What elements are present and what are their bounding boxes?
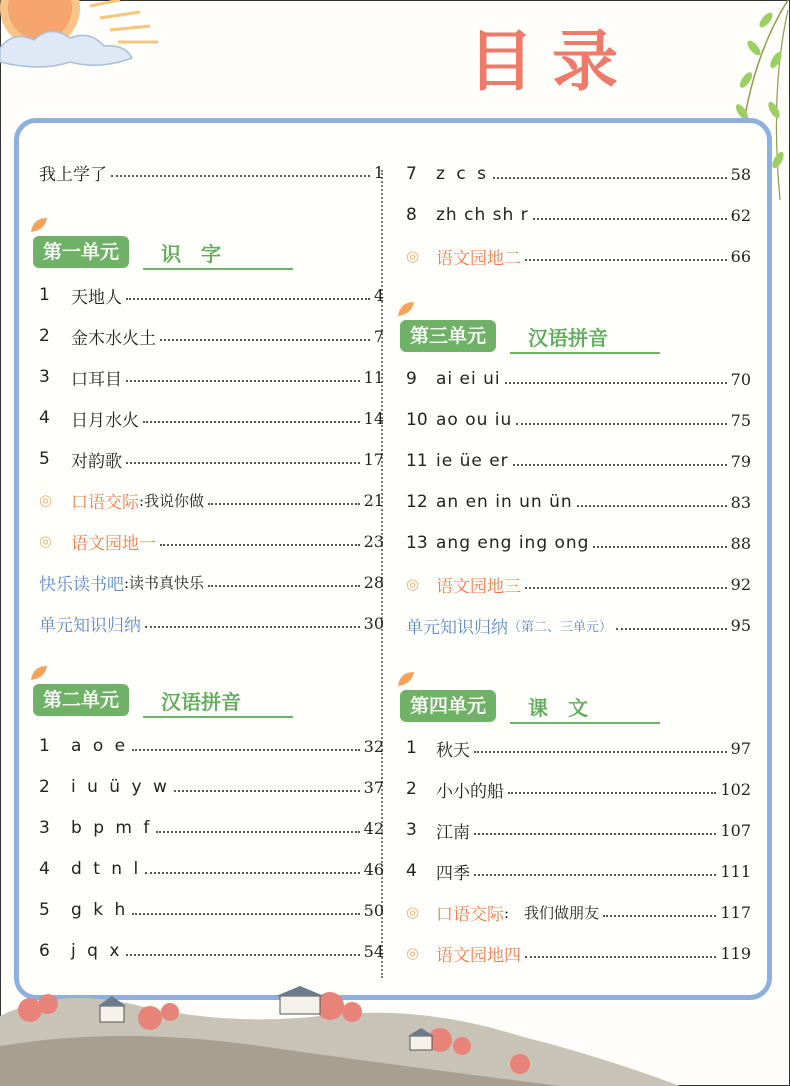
toc-entry[interactable]: 5 g k h 50	[39, 900, 384, 920]
dot-leader	[603, 915, 716, 917]
unit-badge: 第二单元	[33, 684, 129, 716]
toc-entry[interactable]: 3 江南 107	[406, 820, 751, 843]
toc-entry-garden[interactable]: ◎ 语文园地一 23	[39, 531, 384, 554]
unit-heading	[33, 680, 293, 720]
unit-badge: 第三单元	[400, 320, 496, 352]
toc-entry-reading[interactable]: 快乐读书吧 :读书真快乐 28	[39, 572, 384, 595]
toc-entry[interactable]: 9 ai ei ui 70	[406, 369, 751, 389]
dot-leader	[208, 585, 360, 587]
dot-leader	[208, 503, 360, 505]
dot-leader	[533, 218, 727, 220]
toc-entry[interactable]: 8 zh ch sh r 62	[406, 205, 751, 225]
toc-entry[interactable]: 1 秋天 97	[406, 738, 751, 761]
dot-leader	[474, 751, 727, 753]
ring-bullet-icon: ◎	[39, 532, 53, 550]
toc-entry-summary[interactable]: 单元知识归纳 30	[39, 613, 384, 636]
dot-leader	[160, 339, 370, 341]
toc-entry[interactable]: 7 z c s 58	[406, 164, 751, 184]
dot-leader	[145, 626, 360, 628]
unit-heading	[400, 686, 660, 726]
toc-entry[interactable]: 1 天地人 4	[39, 285, 384, 308]
dot-leader	[143, 421, 360, 423]
unit-name: 汉语拼音	[161, 690, 241, 714]
dot-leader	[493, 177, 727, 179]
toc-entry-oral[interactable]: ◎ 口语交际 : 我们做朋友 117	[406, 902, 751, 925]
ring-bullet-icon: ◎	[406, 575, 420, 593]
dot-leader	[126, 298, 370, 300]
toc-entry[interactable]: 10 ao ou iu 75	[406, 410, 751, 430]
dot-leader	[126, 380, 360, 382]
dot-leader	[126, 954, 359, 956]
dot-leader	[516, 423, 726, 425]
leaf-icon	[29, 216, 49, 234]
dot-leader	[145, 872, 359, 874]
dot-leader	[505, 382, 727, 384]
dot-leader	[111, 175, 370, 177]
unit-heading	[400, 316, 660, 356]
dot-leader	[525, 587, 727, 589]
dot-leader	[126, 462, 360, 464]
ring-bullet-icon: ◎	[406, 903, 420, 921]
dot-leader	[156, 831, 359, 833]
ring-bullet-icon: ◎	[406, 247, 420, 265]
dot-leader	[160, 544, 360, 546]
toc-entry[interactable]: 我上学了 1	[39, 162, 384, 185]
unit-heading	[33, 232, 293, 272]
unit-underline	[510, 352, 660, 354]
toc-entry-oral[interactable]: ◎ 口语交际 :我说你做 21	[39, 490, 384, 513]
sun-cloud-illustration	[0, 0, 165, 80]
toc-entry[interactable]: 2 i u ü y w 37	[39, 777, 384, 797]
toc-entry[interactable]: 2 小小的船 102	[406, 779, 751, 802]
toc-entry-garden[interactable]: ◎ 语文园地四 119	[406, 943, 751, 966]
dot-leader	[525, 956, 716, 958]
unit-name: 课 文	[528, 696, 588, 720]
leaf-icon	[396, 670, 416, 688]
toc-entry[interactable]: 4 四季 111	[406, 861, 751, 884]
toc-entry[interactable]: 5 对韵歌 17	[39, 449, 384, 472]
dot-leader	[616, 628, 727, 630]
dot-leader	[513, 464, 727, 466]
ring-bullet-icon: ◎	[39, 491, 53, 509]
toc-entry[interactable]: 3 口耳目 11	[39, 367, 384, 390]
toc-entry-summary[interactable]: 单元知识归纳 （第二、三单元） 95	[406, 615, 751, 638]
leaf-icon	[29, 664, 49, 682]
dot-leader	[508, 792, 716, 794]
page-title: 目录	[468, 23, 636, 100]
toc-entry[interactable]: 11 ie üe er 79	[406, 451, 751, 471]
toc-entry[interactable]: 6 j q x 54	[39, 941, 384, 961]
village-landscape-illustration	[0, 976, 790, 1086]
toc-entry[interactable]: 3 b p m f 42	[39, 818, 384, 838]
toc-entry-garden[interactable]: ◎ 语文园地二 66	[406, 246, 751, 269]
toc-entry[interactable]: 12 an en in un ün 83	[406, 492, 751, 512]
toc-entry[interactable]: 1 a o e 32	[39, 736, 384, 756]
dot-leader	[577, 505, 727, 507]
dot-leader	[132, 913, 359, 915]
toc-entry-garden[interactable]: ◎ 语文园地三 92	[406, 574, 751, 597]
unit-name: 识 字	[161, 242, 221, 266]
unit-name: 汉语拼音	[528, 326, 608, 350]
dot-leader	[132, 749, 360, 751]
toc-entry[interactable]: 4 日月水火 14	[39, 408, 384, 431]
unit-badge: 第一单元	[33, 236, 129, 268]
unit-badge: 第四单元	[400, 690, 496, 722]
ring-bullet-icon: ◎	[406, 944, 420, 962]
unit-underline	[143, 268, 293, 270]
toc-entry[interactable]: 2 金木水火土 7	[39, 326, 384, 349]
dot-leader	[474, 874, 716, 876]
dot-leader	[474, 833, 716, 835]
toc-entry[interactable]: 4 d t n l 46	[39, 859, 384, 879]
leaf-icon	[396, 300, 416, 318]
unit-underline	[510, 722, 660, 724]
dot-leader	[593, 546, 726, 548]
dot-leader	[174, 790, 360, 792]
dot-leader	[525, 259, 727, 261]
toc-entry[interactable]: 13 ang eng ing ong 88	[406, 533, 751, 553]
unit-underline	[143, 716, 293, 718]
